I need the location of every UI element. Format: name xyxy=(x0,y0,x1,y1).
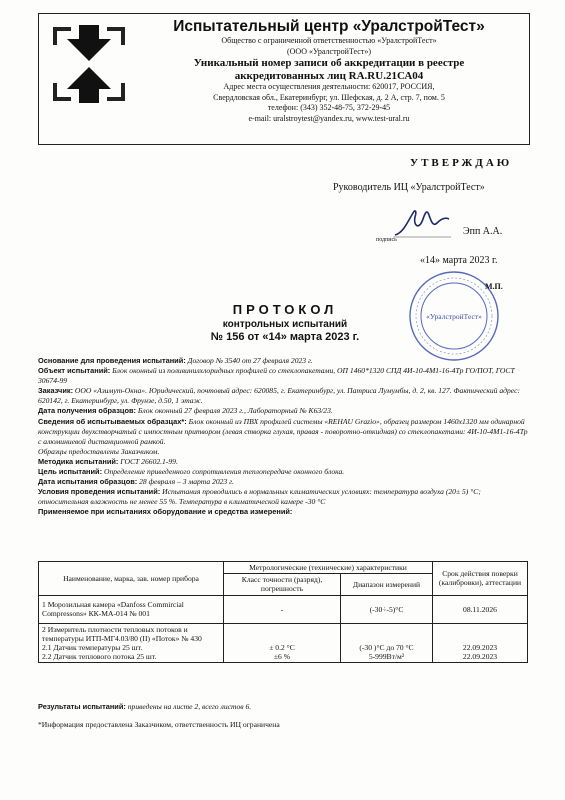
results-line xyxy=(38,702,251,711)
received-value: Блок оконный 27 февраля 2023 г., Лабораторный № К63/23. xyxy=(135,406,333,415)
contacts-line: e-mail: uralstroytest@yandex.ru, www.test-ural.ru xyxy=(248,113,410,123)
test-date-value: 28 февраля – 3 марта 2023 г. xyxy=(137,477,234,486)
row1-name: 1 Морозильная камера «Danfoss Commircial Compressons» КК-МА-014 № 001 xyxy=(39,595,224,623)
conditions-value: Испытания проводились в нормальных климатических условиях: температура воздуха (20± 5) °С; относительная влажность не менее 55 %. Температура в климатической камере -30 °С xyxy=(38,487,481,506)
footnote: *Информация предоставлена Заказчиком, ответственность ИЦ ограничена xyxy=(38,720,280,729)
basis-line xyxy=(38,356,528,366)
object-line xyxy=(38,366,528,386)
org-name: Испытательный центр «УралстройТест» xyxy=(173,18,485,35)
object-value: Блок оконный из поливинилхлоридных профилей со стеклопакетами, ОП 1460*1320 СПД 4И-10-4М1-16-4Тр ГО/ПОТ, ГОСТ 30674-99 xyxy=(38,366,515,385)
samples-note xyxy=(38,447,528,457)
address-line-1: Адрес места осуществления деятельности: 620017, РОССИЯ, xyxy=(223,82,435,91)
basis-value: Договор № 3540 от 27 февраля 2023 г. xyxy=(185,356,313,365)
seal-place-label: М.П. xyxy=(485,282,503,291)
table-row xyxy=(39,623,528,663)
test-date-label: Дата испытания образцов: xyxy=(38,477,138,486)
row2-val1: 22.09.2023 xyxy=(462,643,498,653)
equipment-line xyxy=(38,507,528,517)
org-full-name: Общество с ограниченной ответственностью «УралстройТест» xyxy=(221,36,437,45)
received-label: Дата получения образцов: xyxy=(38,406,136,415)
conditions-line xyxy=(38,487,528,507)
accreditation-line-2: аккредитованных лиц RA.RU.21СА04 xyxy=(234,69,424,82)
row1-validity: 08.11.2026 xyxy=(433,595,528,623)
protocol-title: ПРОТОКОЛ xyxy=(232,302,338,317)
equipment-table xyxy=(38,561,528,663)
col-range-header: Диапазон измерений xyxy=(341,574,433,595)
col-name-header: Наименование, марка, зав. номер прибора xyxy=(39,562,224,596)
table-row xyxy=(39,595,528,623)
method-line xyxy=(38,457,528,467)
method-value: ГОСТ 26602.1-99. xyxy=(118,457,178,466)
accreditation-line-1: Уникальный номер записи об аккредитации в реестре xyxy=(193,57,465,69)
row2-val2: 22.09.2023 xyxy=(462,652,498,662)
col-validity-header: Срок действия поверки (калибровки), аттестации xyxy=(433,562,528,596)
row2-accuracy-cell xyxy=(224,623,341,663)
row2-acc1: ± 0.2 °С xyxy=(269,643,295,653)
protocol-title-block xyxy=(160,302,410,343)
goal-line xyxy=(38,467,528,477)
equipment-label: Применяемое при испытаниях оборудование и средства измерений: xyxy=(38,507,293,516)
protocol-body xyxy=(38,356,528,517)
samples-note-text: Образцы предоставлены Заказчиком. xyxy=(38,447,160,456)
row1-range: (-30÷-5)°С xyxy=(341,595,433,623)
row2-sub1: 2.1 Датчик температуры 25 шт. xyxy=(42,643,143,653)
protocol-subtitle: контрольных испытаний xyxy=(222,319,348,330)
goal-label: Цель испытаний: xyxy=(38,467,103,476)
row2-name: 2 Измеритель плотности тепловых потоков и температуры ИТП-МГ4.03/80 (II) «Поток» № 430 xyxy=(42,624,202,643)
conditions-label: Условия проведения испытаний: xyxy=(38,487,161,496)
org-short-name: (ООО «УралстройТест») xyxy=(286,46,372,56)
customer-value: ООО «Азимут-Окна». Юридический, почтовый адрес: 620085, г. Екатеринбург, ул. Патриса Лумумбы, д. 2, кв. 127. Фактический адрес: 620142, г. Екатеринбург, ул. Фрунзе, д.50, 1 этаж. xyxy=(38,386,520,405)
samples-line xyxy=(38,417,528,447)
approver-position: Руководитель ИЦ «УралстройТест» xyxy=(333,182,485,193)
samples-label: Сведения об испытываемых образцах*: xyxy=(38,417,187,426)
customer-label: Заказчик: xyxy=(38,386,74,395)
results-label: Результаты испытаний: xyxy=(38,702,126,711)
col-accuracy-header: Класс точности (разряд), погрешность xyxy=(224,574,341,595)
row2-sub2: 2.2 Датчик теплового потока 25 шт. xyxy=(42,652,157,662)
results-value: приведены на листе 2, всего листов 6. xyxy=(125,702,252,711)
signature-icon xyxy=(393,205,451,239)
object-label: Объект испытаний: xyxy=(38,366,111,375)
row2-range-cell xyxy=(341,623,433,663)
row1-accuracy: - xyxy=(224,595,341,623)
received-line xyxy=(38,406,528,416)
signature-label: подпись xyxy=(376,237,397,243)
protocol-number: № 156 от «14» марта 2023 г. xyxy=(210,331,360,343)
phone-line: телефон: (343) 352-48-75, 372-29-45 xyxy=(267,103,391,112)
approver-name: Эпп А.А. xyxy=(463,226,503,237)
logo-icon xyxy=(49,23,129,105)
test-date-line xyxy=(38,477,528,487)
row2-validity-cell xyxy=(433,623,528,663)
row2-range2: 5-999Вт/м² xyxy=(368,652,405,662)
row2-range1: (-30 )°С до 70 °С xyxy=(359,643,414,653)
address-line-2: Свердловская обл., Екатеринбург, ул. Шефская, д. 2 А, стр. 7, пом. 5 xyxy=(213,92,445,102)
approval-date: «14» марта 2023 г. xyxy=(420,255,498,266)
method-label: Методика испытаний: xyxy=(38,457,119,466)
col-metro-header: Метрологические (технические) характеристики xyxy=(224,562,433,574)
stamp-text: «УралстройТест» xyxy=(426,312,482,321)
row2-name-cell xyxy=(39,623,224,663)
samples-value: Блок оконный из ПВХ профилей системы «REHAU Grazio», образец размером 1460х1320 мм одинарной конструкции двухстворчатый с импостным притвором (левая створка глухая, правая - поворотно-откидная) со стеклопакетами: 4И-10-4М1-16-4Тр с алюминиевой дистанционной рамкой. xyxy=(38,417,528,446)
basis-label: Основание для проведения испытаний: xyxy=(38,356,186,365)
goal-value: Определение приведенного сопротивления теплопередаче оконного блока. xyxy=(102,467,345,476)
letterhead xyxy=(38,13,530,145)
approve-heading: УТВЕРЖДАЮ xyxy=(410,157,513,169)
row2-acc2: ±6 % xyxy=(273,652,291,662)
customer-line xyxy=(38,386,528,406)
